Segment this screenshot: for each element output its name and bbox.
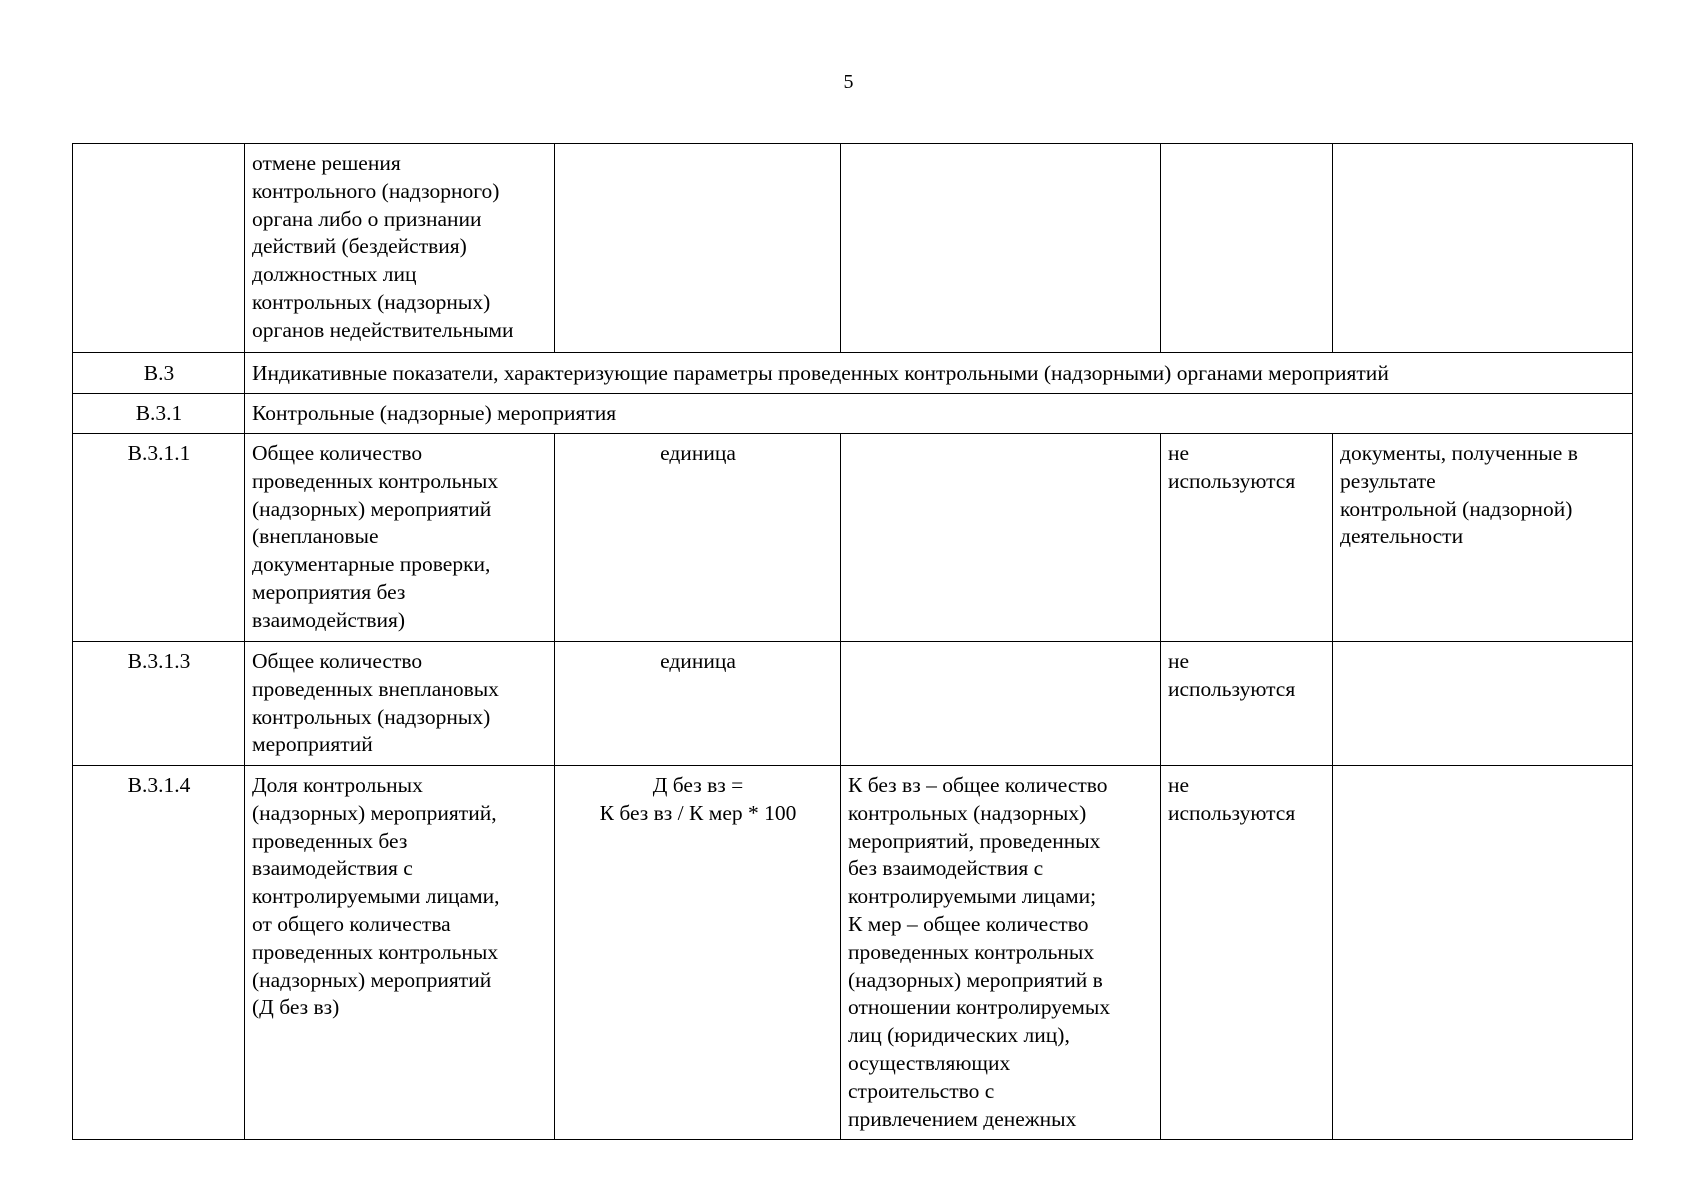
cell-source bbox=[1333, 642, 1633, 766]
cell-text-line: строительство с bbox=[848, 1078, 995, 1103]
page-number: 5 bbox=[843, 71, 854, 93]
cell-target-empty bbox=[1161, 144, 1333, 353]
cell-text-line: контрольных (надзорных) bbox=[252, 289, 491, 314]
cell-text-line: проведенных без bbox=[252, 828, 408, 853]
table-row bbox=[73, 642, 1633, 766]
cell-text-line: (надзорных) мероприятий в bbox=[848, 967, 1103, 992]
cell-comment bbox=[841, 766, 1161, 1140]
cell-text-line: результате bbox=[1340, 468, 1436, 493]
cell-text-line: (Д без вз) bbox=[252, 995, 340, 1020]
cell-text-line: органов недействительными bbox=[252, 317, 514, 342]
cell-text-line: отношении контролируемых bbox=[848, 995, 1111, 1020]
cell-text-line: мероприятий, проведенных bbox=[848, 828, 1101, 853]
cell-text-line: используются bbox=[1168, 800, 1296, 825]
cell-text-line: К без вз – общее количество bbox=[848, 773, 1108, 797]
cell-unit bbox=[555, 766, 841, 1140]
cell-code: В.3.1.4 bbox=[73, 766, 245, 1140]
cell-text-line: документы, полученные в bbox=[1340, 441, 1578, 465]
cell-text-line: должностных лиц bbox=[252, 262, 417, 287]
cell-text-line: контрольного (надзорного) bbox=[252, 178, 500, 203]
cell-text-line: контролируемыми лицами, bbox=[252, 884, 500, 909]
cell-unit-empty bbox=[555, 144, 841, 353]
cell-text-line: К без вз / К мер * 100 bbox=[599, 800, 797, 825]
indicators-table bbox=[72, 143, 1633, 1140]
cell-target bbox=[1161, 766, 1333, 1140]
cell-text-line: Д без вз = bbox=[652, 773, 744, 797]
cell-text-line: Доля контрольных bbox=[252, 773, 423, 797]
cell-text-line: от общего количества bbox=[252, 911, 451, 936]
cell-text-line: не bbox=[1168, 649, 1190, 673]
cell-text-line: (надзорных) мероприятий bbox=[252, 967, 492, 992]
section-title: Индикативные показатели, характеризующие параметры проведенных контрольными (надзорными) органами мероприятий bbox=[245, 353, 1633, 394]
cell-unit bbox=[555, 434, 841, 642]
table-row-continuation bbox=[73, 144, 1633, 353]
cell-text-line: не bbox=[1168, 441, 1190, 465]
cell-text-line: (надзорных) мероприятий bbox=[252, 496, 492, 521]
cell-text-line: проведенных контрольных bbox=[848, 939, 1095, 964]
cell-text-line: взаимодействия) bbox=[252, 607, 406, 632]
cell-target bbox=[1161, 642, 1333, 766]
cell-text-line: К мер – общее количество bbox=[848, 911, 1089, 936]
cell-text-line: привлечением денежных bbox=[848, 1106, 1077, 1131]
cell-text-line: лиц (юридических лиц), bbox=[848, 1023, 1070, 1048]
cell-text-line: проведенных внеплановых bbox=[252, 676, 499, 701]
cell-name bbox=[245, 766, 555, 1140]
cell-text-line: Общее количество bbox=[252, 649, 423, 673]
cell-text-line: деятельности bbox=[1340, 524, 1464, 549]
cell-comment bbox=[841, 434, 1161, 642]
cell-source bbox=[1333, 766, 1633, 1140]
cell-text-line: единица bbox=[660, 441, 736, 465]
cell-target bbox=[1161, 434, 1333, 642]
section-row-b3 bbox=[73, 353, 1633, 394]
cell-text-line: отмене решения bbox=[252, 151, 401, 175]
cell-text-line: единица bbox=[660, 649, 736, 673]
cell-text-line: не bbox=[1168, 773, 1190, 797]
cell-code: В.3.1.3 bbox=[73, 642, 245, 766]
cell-text-line: контролируемыми лицами; bbox=[848, 884, 1097, 909]
cell-text-line: мероприятий bbox=[252, 732, 373, 757]
section-code: В.3 bbox=[73, 353, 245, 394]
cell-text-line: взаимодействия с bbox=[252, 856, 413, 881]
section-code: В.3.1 bbox=[73, 394, 245, 434]
cell-name bbox=[245, 144, 555, 353]
table-row bbox=[73, 766, 1633, 1140]
cell-comment bbox=[841, 642, 1161, 766]
table-row bbox=[73, 434, 1633, 642]
cell-source bbox=[1333, 434, 1633, 642]
cell-text-line: используются bbox=[1168, 676, 1296, 701]
cell-text-line: Общее количество bbox=[252, 441, 423, 465]
cell-text-line: мероприятия без bbox=[252, 579, 406, 604]
cell-text-line: осуществляющих bbox=[848, 1050, 1011, 1075]
cell-text-line: контрольных (надзорных) bbox=[848, 800, 1087, 825]
section-row-b31 bbox=[73, 394, 1633, 434]
cell-text-line: без взаимодействия с bbox=[848, 856, 1044, 881]
cell-text-line: органа либо о признании bbox=[252, 206, 482, 231]
cell-comment-empty bbox=[841, 144, 1161, 353]
cell-source-empty bbox=[1333, 144, 1633, 353]
cell-text-line: документарные проверки, bbox=[252, 552, 491, 577]
cell-text-line: (надзорных) мероприятий, bbox=[252, 800, 497, 825]
cell-text-line: проведенных контрольных bbox=[252, 468, 499, 493]
cell-text-line: контрольных (надзорных) bbox=[252, 704, 491, 729]
cell-text-line: проведенных контрольных bbox=[252, 939, 499, 964]
cell-unit bbox=[555, 642, 841, 766]
cell-text-line: используются bbox=[1168, 468, 1296, 493]
cell-text-line: контрольной (надзорной) bbox=[1340, 496, 1573, 521]
cell-name bbox=[245, 642, 555, 766]
cell-text-line: действий (бездействия) bbox=[252, 234, 467, 259]
cell-code: В.3.1.1 bbox=[73, 434, 245, 642]
cell-text-line: (внеплановые bbox=[252, 524, 379, 549]
cell-code-empty bbox=[73, 144, 245, 353]
cell-name bbox=[245, 434, 555, 642]
section-title: Контрольные (надзорные) мероприятия bbox=[245, 394, 1633, 434]
